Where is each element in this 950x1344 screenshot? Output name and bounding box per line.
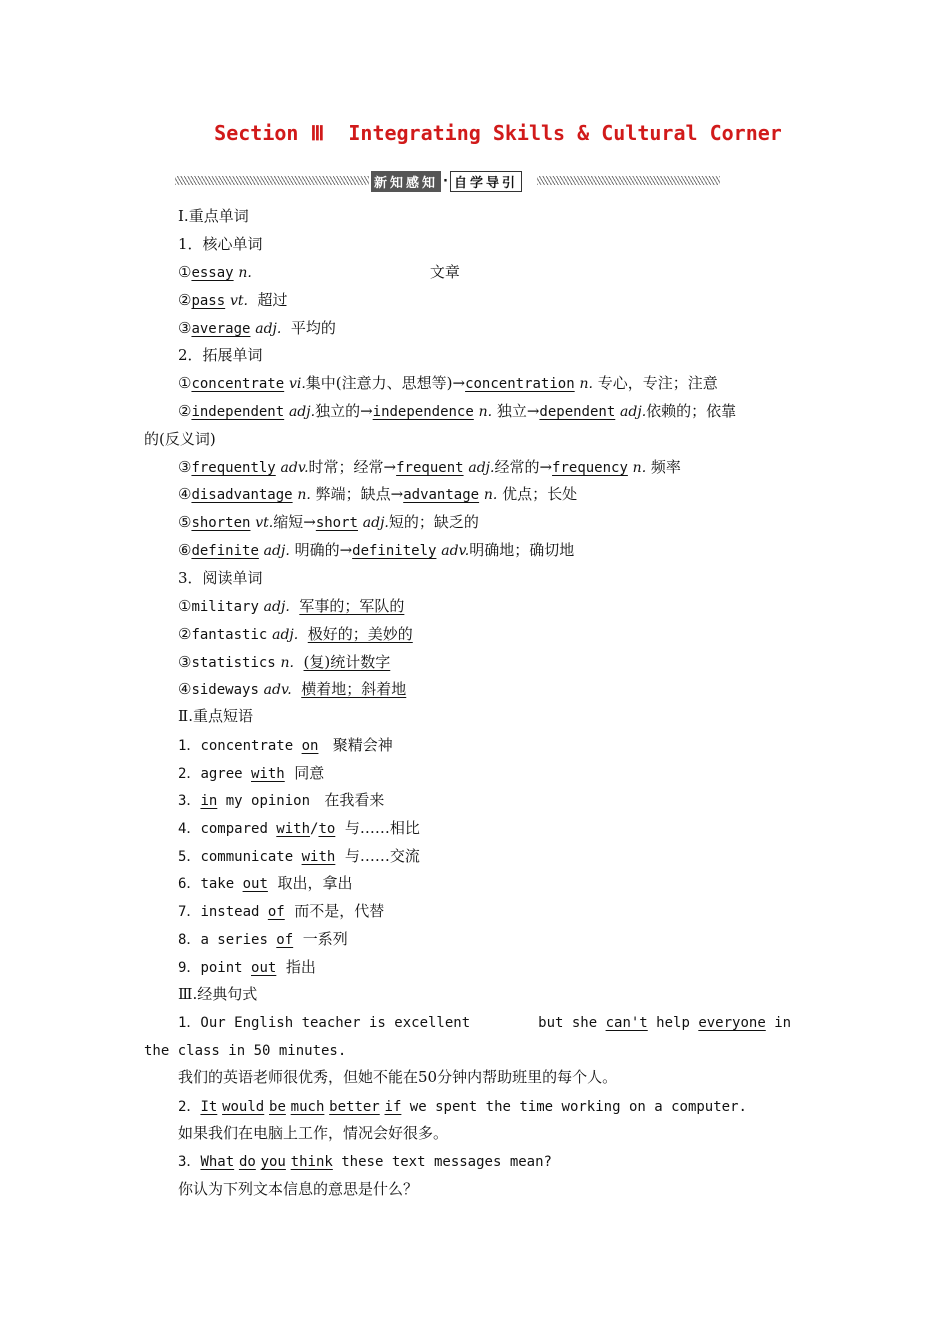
extended-word-item: ⑤shorten vt.缩短→short adj.短的；缺乏的 (178, 513, 479, 531)
sentence-2-translation: 如果我们在电脑上工作，情况会好很多。 (178, 1124, 449, 1142)
core-word-item: ②pass vt. 超过 (178, 291, 288, 309)
phrase-item: 5．communicate with 与……交流 (178, 847, 420, 865)
section1-heading: Ⅰ.重点单词 (178, 207, 249, 225)
phrase-item: 2．agree with 同意 (178, 764, 325, 782)
banner-badge (371, 171, 522, 191)
extended-word-item: ③frequently adv.时常；经常→frequent adj.经常的→frequency n. 频率 (178, 458, 681, 476)
extended-words-heading: 2．拓展单词 (178, 346, 263, 364)
section2-heading: Ⅱ.重点短语 (178, 707, 253, 725)
banner-hatch-left (175, 176, 369, 185)
extended-word-continuation: 的(反义词) (144, 430, 216, 448)
core-word-item: ①essay n. 文章 (178, 263, 460, 281)
page-title: Section Ⅲ Integrating Skills & Cultural Corner (214, 121, 782, 145)
sentence-3: 3．What do you think these text messages mean? (178, 1154, 552, 1170)
sentence-1-continuation: the class in 50 minutes. (144, 1043, 347, 1059)
sentence-1-translation: 我们的英语老师很优秀，但她不能在50分钟内帮助班里的每个人。 (178, 1068, 618, 1086)
section3-heading: Ⅲ.经典句式 (178, 985, 258, 1003)
banner-light-label: 自学导引 (450, 171, 522, 192)
phrase-item: 4．compared with/to 与……相比 (178, 819, 420, 837)
phrase-item: 8．a series of 一系列 (178, 930, 348, 948)
phrase-item: 1．concentrate on 聚精会神 (178, 736, 393, 754)
sentence-2: 2．It would be much better if we spent the time working on a computer. (178, 1099, 747, 1115)
extended-word-item: ①concentrate vi.集中(注意力、思想等)→concentration n. 专心，专注；注意 (178, 374, 718, 392)
section-banner (175, 171, 720, 191)
reading-words-heading: 3．阅读单词 (178, 569, 263, 587)
banner-hatch-right (537, 176, 720, 185)
banner-dark-label: 新知感知 (371, 171, 441, 192)
core-words-heading: 1．核心单词 (178, 235, 263, 253)
extended-word-item: ④disadvantage n. 弊端；缺点→advantage n. 优点；长处 (178, 485, 578, 503)
sentence-3-translation: 你认为下列文本信息的意思是什么？ (178, 1180, 419, 1198)
core-word-item: ③average adj. 平均的 (178, 319, 336, 337)
phrase-item: 6．take out 取出，拿出 (178, 874, 353, 892)
phrase-item: 7．instead of 而不是，代替 (178, 902, 385, 920)
reading-word-item: ②fantastic adj. 极好的；美妙的 (178, 625, 413, 643)
extended-word-item: ②independent adj.独立的→independence n. 独立→dependent adj.依赖的；依靠 (178, 402, 737, 420)
reading-word-item: ④sideways adv. 横着地；斜着地 (178, 680, 407, 698)
banner-dot: · (443, 173, 448, 189)
extended-word-item: ⑥definite adj. 明确的→definitely adv.明确地；确切地 (178, 541, 575, 559)
phrase-item: 9．point out 指出 (178, 958, 316, 976)
reading-word-item: ③statistics n. (复)统计数字 (178, 653, 391, 671)
sentence-1: 1．Our English teacher is excellent but she can't help everyone in (178, 1015, 792, 1031)
reading-word-item: ①military adj. 军事的；军队的 (178, 597, 405, 615)
phrase-item: 3．in my opinion 在我看来 (178, 791, 385, 809)
